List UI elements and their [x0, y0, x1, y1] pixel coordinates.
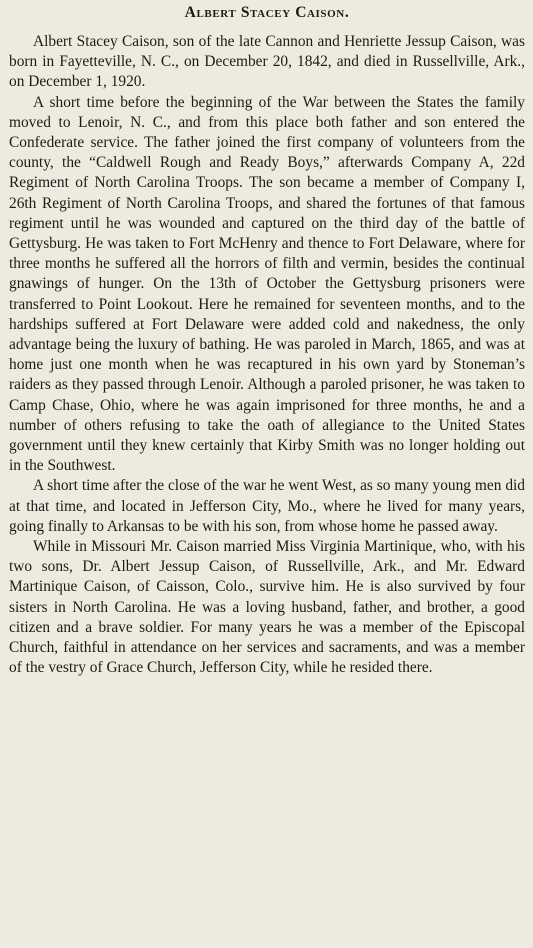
paragraph-4: While in Missouri Mr. Caison married Miss Virginia Martinique, who, with his two sons, Dr. Albert Jessup Caison, of Russellville, Ark., and Mr. Edward Martinique Caison, of Caisson, Colo., survive him. He is also survived by four sisters in North Carolina. He was a loving husband, father, and brother, a good citizen and a brave soldier. For many years he was a member of the Episcopal Church, faithful in attendance on her services and sacraments, and was a member of the vestry of Grace Church, Jefferson City, while he resided there.: [9, 538, 525, 677]
page-title: Albert Stacey Caison.: [184, 4, 350, 21]
paragraph-2: A short time before the beginning of the War between the States the family moved to Lenoir, N. C., and from this place both father and son entered the Confederate service. The father joined the first company of volunteers from the county, the “Caldwell Rough and Ready Boys,” afterwards Company A, 22d Regiment of North Carolina Troops. The son became a member of Company I, 26th Regiment of North Carolina Troops, and shared the fortunes of that famous regiment until he was wounded and captured on the third day of the battle of Gettysburg. He was taken to Fort McHenry and thence to Fort Delaware, where for three months he suffered all the horrors of filth and vermin, besides the continual gnawings of hunger. On the 13th of October the Gettysburg prisoners were transferred to Point Lookout. Here he remained for seventeen months, and to the hardships suffered at Fort Delaware were added cold and nakedness, the only advantage being the luxury of bathing. He was paroled in March, 1865, and was at home just one month when he was recaptured in his own yard by Stoneman’s raiders as they passed through Lenoir. Although a paroled prisoner, he was taken to Camp Chase, Ohio, where he was again imprisoned for three months, he and a number of others refusing to take the oath of allegiance to the United States government until they knew certainly that Kirby Smith was no longer holding out in the Southwest.: [9, 93, 525, 475]
paragraph-1: Albert Stacey Caison, son of the late Cannon and Henriette Jessup Caison, was born in Fayetteville, N. C., on December 20, 1842, and died in Russellville, Ark., on December 1, 1920.: [9, 33, 525, 91]
paragraph-3: A short time after the close of the war he went West, as so many young men did at that time, and located in Jefferson City, Mo., where he lived for many years, going finally to Arkansas to be with his son, from whose home he passed away.: [9, 477, 525, 535]
